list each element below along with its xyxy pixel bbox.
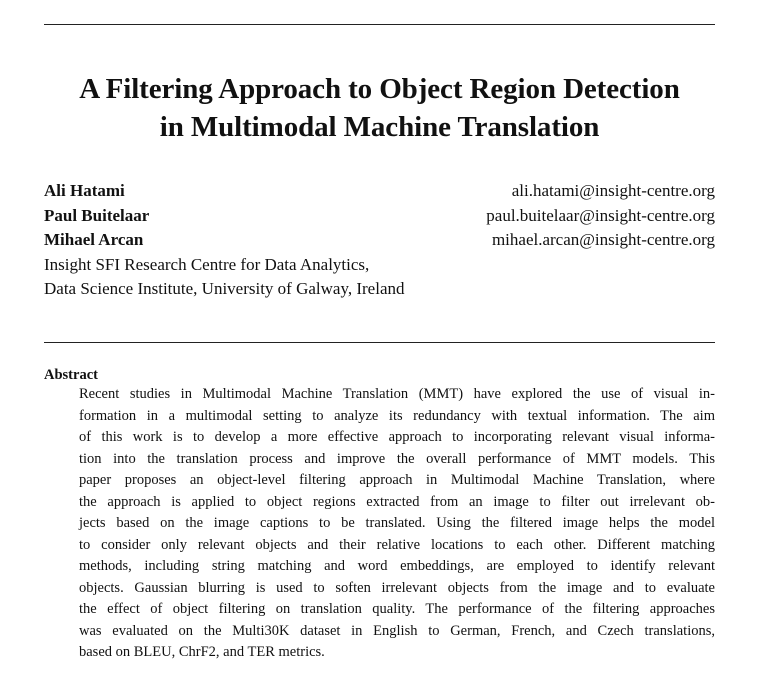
paper-title	[44, 70, 715, 146]
title-line: A Filtering Approach to Object Region Detection	[79, 73, 680, 105]
author-name: Ali Hatami	[44, 181, 125, 200]
abstract-line: methods, including string matching and word embeddings, are employed to identify relevant	[79, 558, 715, 574]
abstract-line: was evaluated on the Multi30K dataset in English to German, French, and Czech translations,	[79, 622, 715, 639]
affiliation-line: Data Science Institute, University of Galway, Ireland	[44, 279, 405, 298]
author-row	[44, 228, 715, 253]
abstract-line: the effect of object filtering on translation quality. The performance of the filtering approaches	[79, 601, 715, 617]
author-email[interactable]: paul.buitelaar@insight-centre.org	[486, 205, 715, 225]
abstract-body	[79, 384, 715, 664]
author-row	[44, 179, 715, 204]
abstract-line: objects. Gaussian blurring is used to soften irrelevant objects from the image and to evaluate	[79, 579, 715, 596]
abstract-line: jects based on the image captions to be translated. Using the filtered image helps the model	[79, 515, 715, 531]
abstract-line: formation in a multimodal setting to analyze its redundancy with textual information. The aim	[79, 407, 715, 424]
author-email[interactable]: ali.hatami@insight-centre.org	[511, 181, 715, 200]
author-block	[44, 179, 715, 302]
abstract-heading: Abstract	[44, 367, 98, 383]
affiliation-line: Insight SFI Research Centre for Data Analytics,	[44, 254, 370, 274]
author-email[interactable]: mihael.arcan@insight-centre.org	[491, 230, 715, 249]
abstract-line: based on BLEU, ChrF2, and TER metrics.	[79, 644, 325, 660]
section-rule	[44, 342, 715, 343]
abstract-line: tion into the translation process and improve the overall performance of MMT models. This	[79, 450, 715, 467]
author-row	[44, 204, 715, 229]
author-name: Mihael Arcan	[44, 230, 144, 249]
abstract-line: Recent studies in Multimodal Machine Translation (MMT) have explored the use of visual in-	[79, 386, 715, 402]
abstract-line: paper proposes an object-level filtering approach in Multimodal Machine Translation, where	[79, 472, 715, 488]
abstract-line: to consider only relevant objects and their relative locations to each other. Different matching	[79, 536, 715, 553]
top-rule	[44, 24, 715, 25]
author-name: Paul Buitelaar	[44, 205, 150, 225]
title-line: in Multimodal Machine Translation	[159, 111, 600, 143]
abstract-line: the approach is applied to object regions extracted from an image to filter out irrelevant ob-	[79, 493, 715, 510]
abstract-line: of this work is to develop a more effective approach to incorporating relevant visual informa-	[79, 429, 715, 445]
